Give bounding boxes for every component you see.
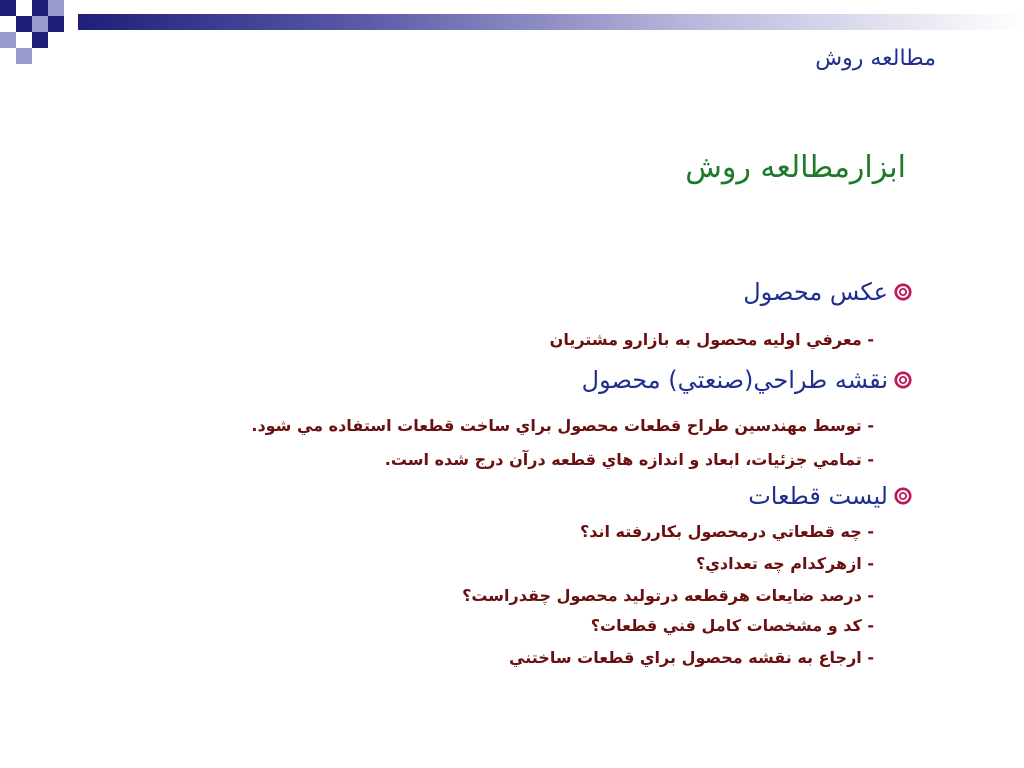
section-heading-text: نقشه طراحي(صنعتي) محصول bbox=[581, 366, 888, 394]
deco-square bbox=[64, 0, 78, 16]
deco-square bbox=[48, 16, 64, 32]
deco-square bbox=[16, 48, 32, 64]
header-title: مطالعه روش bbox=[815, 46, 936, 71]
deco-square bbox=[0, 32, 16, 48]
list-item: - چه قطعاتي درمحصول بكاررفته اند؟ bbox=[579, 522, 874, 541]
section-heading-text: ليست قطعات bbox=[748, 482, 888, 510]
section-heading-3 bbox=[748, 482, 912, 510]
header-gradient-bar bbox=[78, 14, 1024, 30]
swirl-bullet-icon bbox=[894, 371, 912, 389]
section-heading-2 bbox=[582, 366, 912, 394]
deco-square bbox=[16, 16, 32, 32]
list-item: - ازهركدام چه تعدادي؟ bbox=[695, 554, 874, 573]
list-item: - توسط مهندسين طراح قطعات محصول براي ساخت قطعات استفاده مي شود. bbox=[251, 416, 874, 435]
list-item: - ارجاع به نقشه محصول براي قطعات ساختني bbox=[509, 648, 874, 667]
deco-square bbox=[48, 0, 64, 16]
deco-square bbox=[32, 16, 48, 32]
list-item: - كد و مشخصات كامل فني قطعات؟ bbox=[590, 616, 874, 635]
swirl-bullet-icon bbox=[894, 283, 912, 301]
deco-square bbox=[32, 0, 48, 16]
list-item: - معرفي اوليه محصول به بازارو مشتريان bbox=[549, 330, 874, 349]
list-item: - تمامي جزئيات، ابعاد و اندازه هاي قطعه درآن درج شده است. bbox=[384, 450, 874, 469]
swirl-bullet-icon bbox=[894, 487, 912, 505]
list-item: - درصد ضايعات هرقطعه درتوليد محصول چقدراست؟ bbox=[462, 586, 874, 605]
deco-square bbox=[0, 16, 16, 32]
slide-title: ابزارمطالعه روش bbox=[685, 150, 906, 185]
section-heading-1 bbox=[743, 278, 912, 306]
deco-square bbox=[16, 0, 32, 16]
deco-square bbox=[32, 32, 48, 48]
section-heading-text: عکس محصول bbox=[743, 278, 888, 306]
deco-square bbox=[0, 0, 16, 16]
